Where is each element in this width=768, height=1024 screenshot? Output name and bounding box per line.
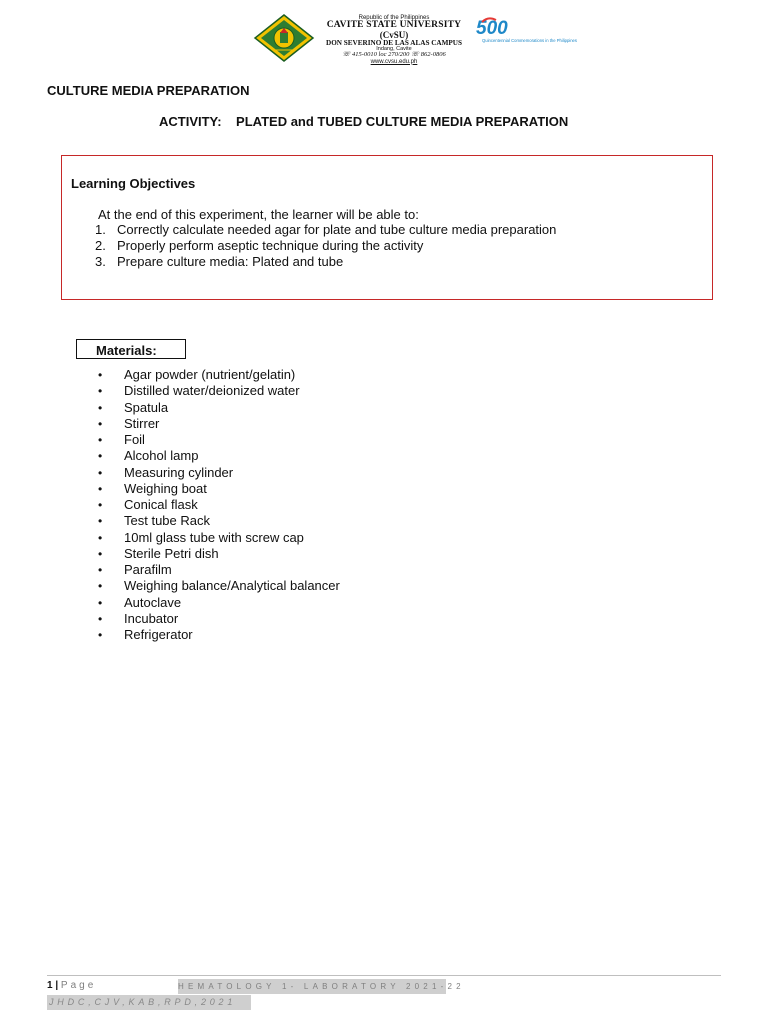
material-text: Agar powder (nutrient/gelatin) [124, 367, 296, 382]
material-item [98, 416, 340, 432]
material-text: Sterile Petri dish [124, 545, 219, 561]
objective-number: 3. [95, 254, 106, 269]
material-item [98, 383, 340, 399]
bullet-icon: • [98, 546, 103, 561]
bullet-icon: • [98, 579, 103, 594]
university-abbreviation: (CvSU) [379, 29, 409, 40]
phone-line: ☏ 415-0010 loc 270/200 ☏ 862-0806 [342, 51, 446, 59]
anniversary-number: 500 [476, 18, 508, 39]
objective-text: Correctly calculate needed agar for plate and tube culture media preparation [117, 222, 557, 237]
material-item [98, 627, 340, 643]
learning-objectives-intro: At the end of this experiment, the learner will be able to: [98, 207, 419, 222]
bullet-icon: • [98, 628, 103, 642]
bullet-icon: • [98, 514, 103, 529]
bullet-icon: • [98, 368, 103, 382]
material-item [98, 481, 340, 497]
materials-heading: Materials: [96, 343, 157, 358]
material-item [98, 562, 340, 578]
material-text: Alcohol lamp [124, 448, 199, 464]
activity-label: ACTIVITY: [159, 114, 222, 129]
university-letterhead [318, 15, 470, 65]
material-text: Incubator [124, 610, 179, 626]
material-text: Stirrer [124, 415, 160, 431]
objective-item [95, 222, 556, 238]
material-text: Weighing boat [124, 480, 207, 496]
document-title: CULTURE MEDIA PREPARATION [47, 83, 250, 98]
objective-text: Properly perform aseptic technique during the activity [117, 238, 424, 253]
bullet-icon: • [98, 498, 103, 512]
material-item [98, 432, 340, 448]
material-text: Measuring cylinder [124, 464, 234, 480]
material-item [98, 465, 340, 481]
material-text: Foil [124, 432, 145, 447]
footer-authors: JHDC,CJV,KAB,RPD,2021 [47, 995, 251, 1010]
anniversary-text: Quincentennial Commemorations in the Philippines [482, 38, 577, 43]
material-item [98, 595, 340, 611]
university-name: CAVITE STATE UNIVERSITY [326, 20, 462, 30]
quincentennial-500-logo-icon [472, 14, 577, 58]
material-item [98, 578, 340, 594]
bullet-icon: • [98, 433, 103, 447]
page-separator: | [52, 980, 61, 991]
material-text: Parafilm [124, 562, 172, 577]
material-text: 10ml glass tube with screw cap [124, 529, 304, 545]
cvsu-seal-icon [254, 14, 314, 62]
bullet-icon: • [98, 563, 103, 577]
republic-line: Republic of the Philippines [358, 15, 430, 21]
bullet-icon: • [98, 416, 103, 431]
bullet-icon: • [98, 481, 103, 496]
material-item [98, 448, 340, 464]
objective-item [95, 254, 556, 270]
material-item [98, 497, 340, 513]
material-text: Test tube Rack [124, 513, 210, 529]
material-item [98, 611, 340, 627]
material-text: Weighing balance/Analytical balancer [124, 578, 340, 594]
material-item [98, 513, 340, 529]
objective-number: 2. [95, 238, 106, 253]
objective-number: 1. [95, 222, 106, 237]
footer-course-label: HEMATOLOGY 1- LABORATORY 2021-22 [178, 979, 446, 994]
town-line: Indang, Cavite [376, 45, 412, 52]
bullet-icon: • [98, 384, 103, 399]
materials-list [98, 367, 340, 643]
bullet-icon: • [98, 400, 103, 415]
bullet-icon: • [98, 611, 103, 626]
page-number-footer [47, 980, 96, 991]
campus-name: DON SEVERINO DE LAS ALAS CAMPUS [326, 38, 462, 47]
learning-objectives-list [95, 222, 556, 270]
bullet-icon: • [98, 465, 103, 480]
objective-text: Prepare culture media: Plated and tube [117, 254, 344, 269]
footer-divider [47, 975, 721, 976]
website-link[interactable]: www.cvsu.edu.ph [370, 58, 418, 65]
page-word: Page [60, 980, 97, 991]
material-item [98, 400, 340, 416]
bullet-icon: • [98, 595, 103, 610]
material-text: Distilled water/deionized water [124, 383, 300, 399]
page-number: 1 [47, 980, 53, 991]
objective-item [95, 238, 556, 254]
activity-text: PLATED and TUBED CULTURE MEDIA PREPARATION [236, 114, 569, 129]
material-item [98, 367, 340, 383]
bullet-icon: • [98, 530, 103, 545]
learning-objectives-heading: Learning Objectives [71, 176, 196, 191]
material-item [98, 530, 340, 546]
material-text: Autoclave [124, 594, 182, 610]
material-text: Conical flask [124, 497, 198, 512]
material-item [98, 546, 340, 562]
material-text: Spatula [124, 399, 169, 415]
bullet-icon: • [98, 449, 103, 464]
material-text: Refrigerator [124, 627, 193, 642]
activity-title [159, 114, 568, 129]
